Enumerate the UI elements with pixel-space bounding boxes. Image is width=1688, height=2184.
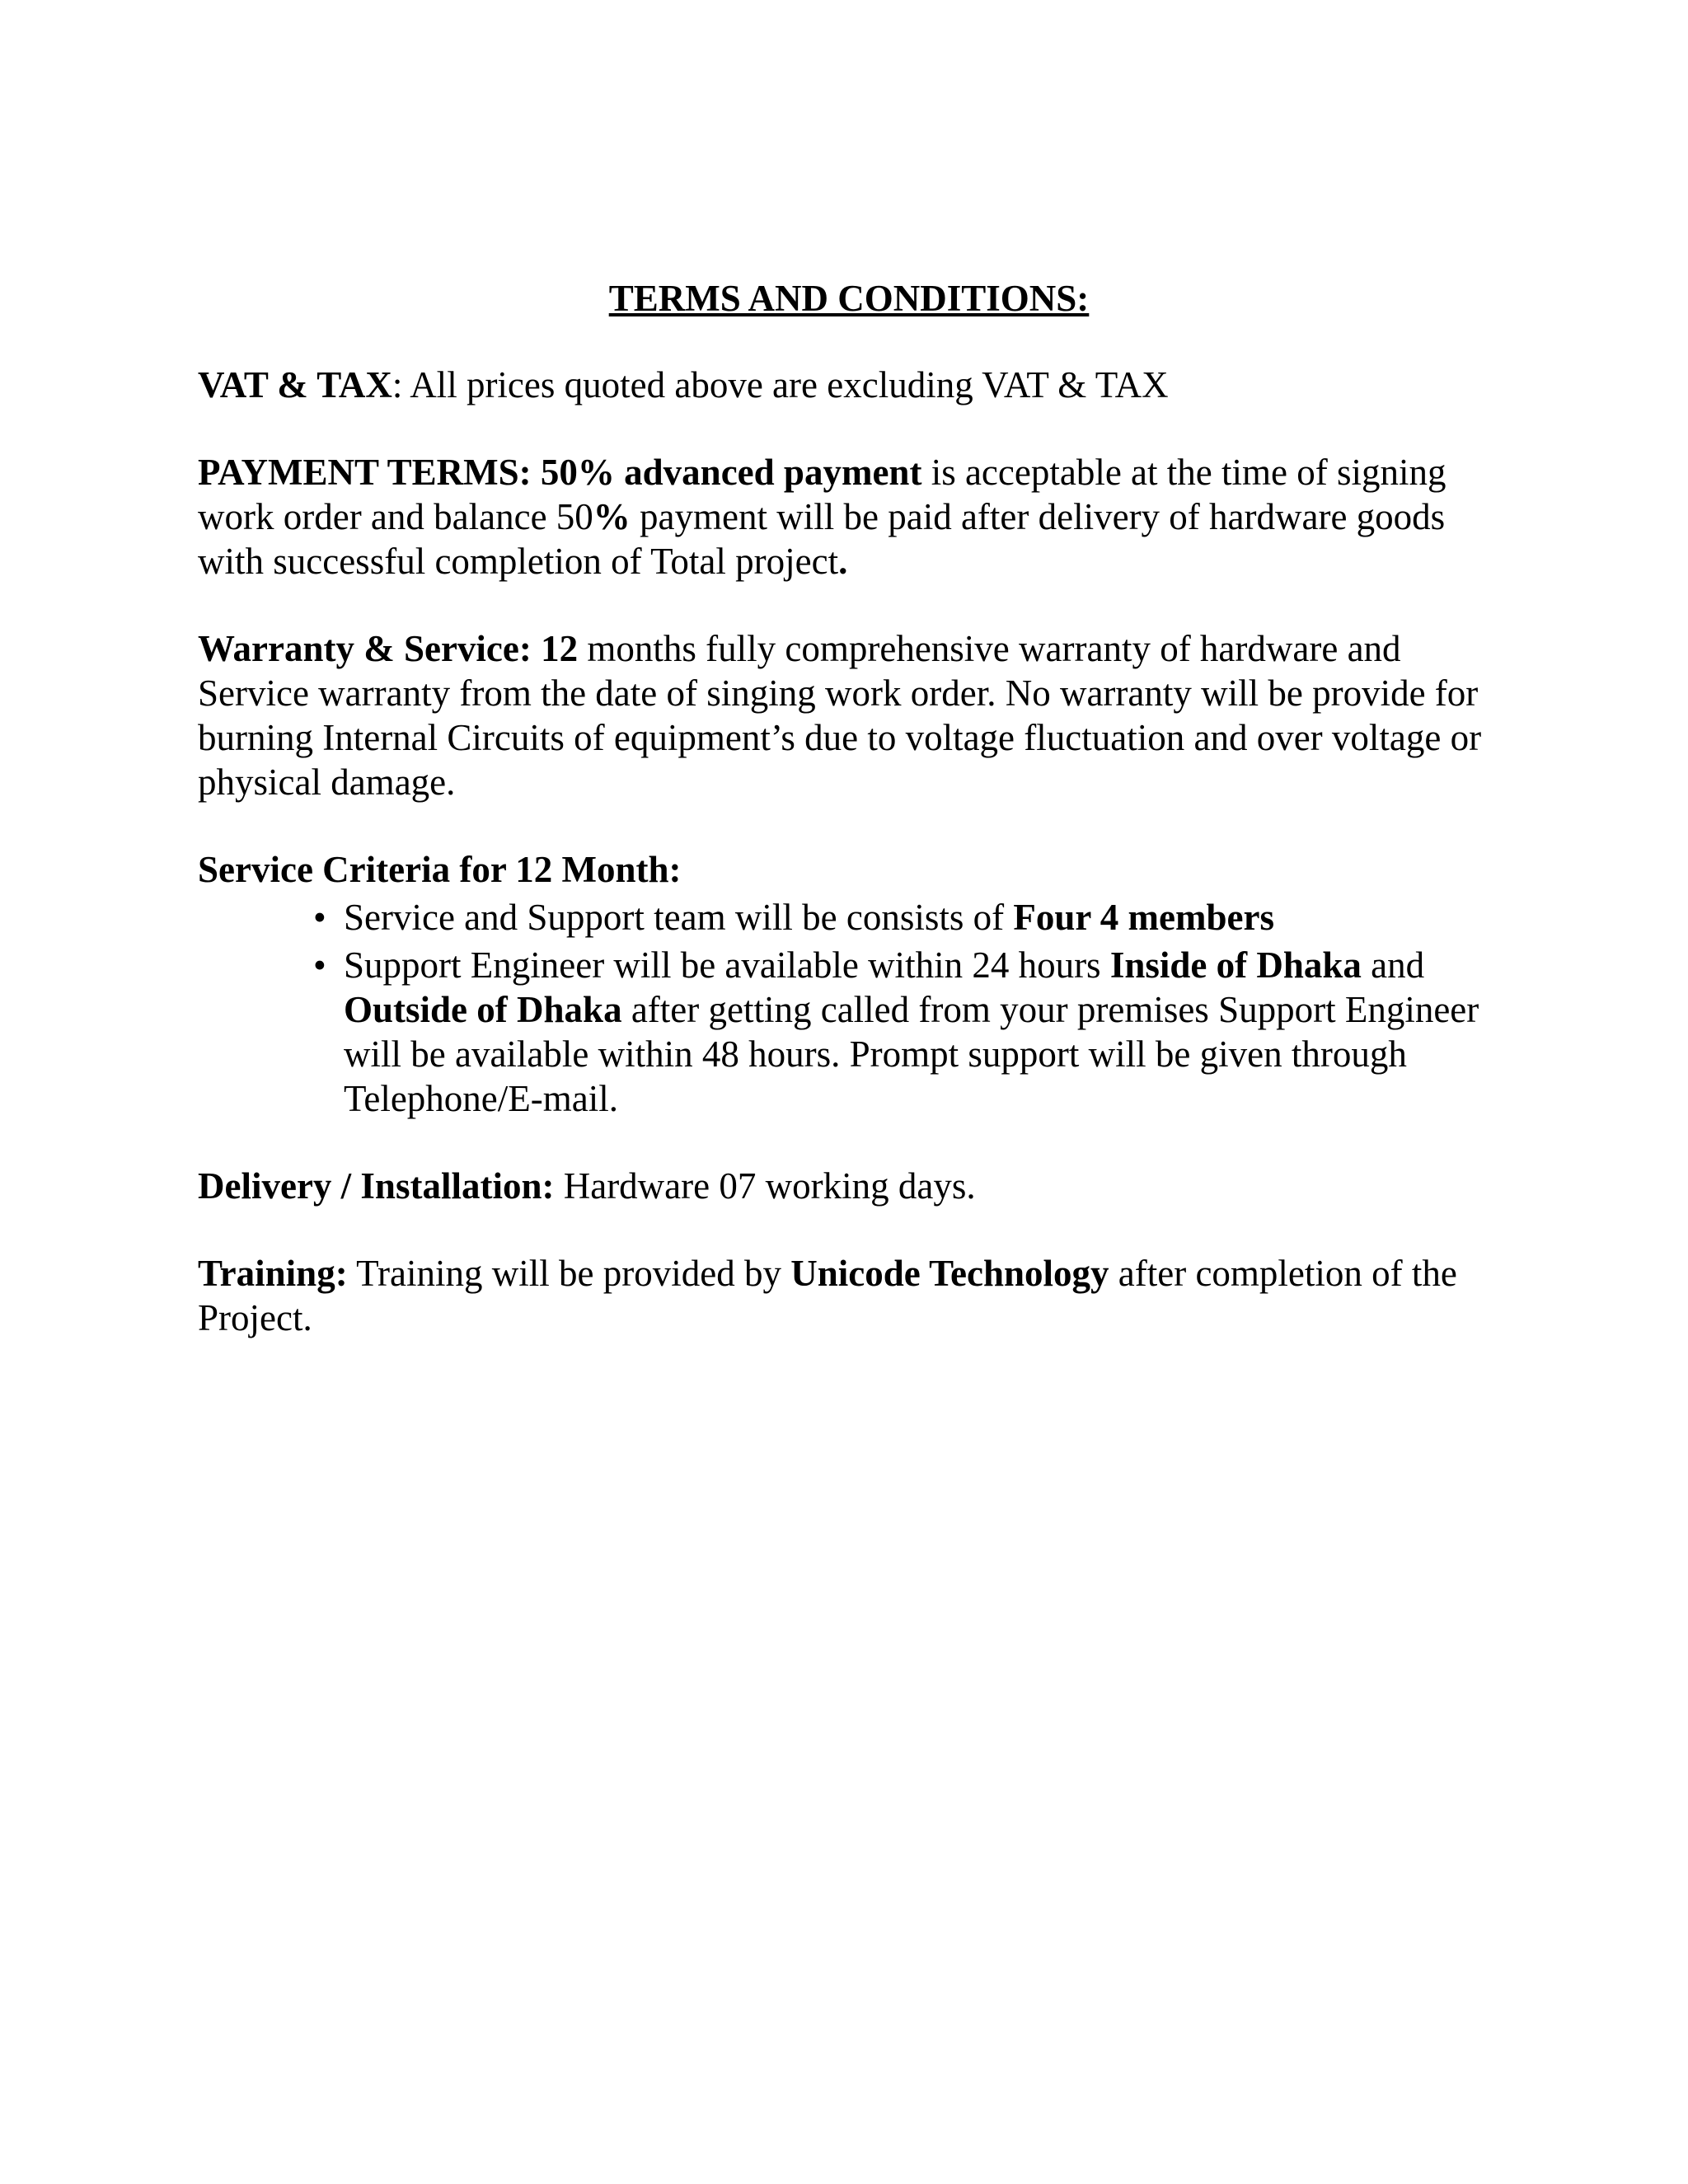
payment-terms-section <box>198 450 1500 583</box>
payment-terms-text-2: payment will be paid after delivery of hardware goods with successful completion of Total project <box>198 496 1446 582</box>
warranty-section <box>198 626 1500 804</box>
delivery-label: Delivery / Installation: <box>198 1165 555 1207</box>
vat-tax-section <box>198 363 1500 407</box>
training-section <box>198 1251 1500 1340</box>
training-label: Training: <box>198 1253 348 1294</box>
support-engineer-text-3: after getting called from your premises Support Engineer will be available within 48 hours. Prompt support will be given through Telephone/E-mail. <box>344 989 1479 1119</box>
warranty-label: Warranty & Service: 12 <box>198 628 579 669</box>
delivery-text: Hardware 07 working days. <box>554 1165 976 1207</box>
training-text-1: Training will be provided by <box>347 1253 791 1294</box>
payment-terms-end: . <box>838 541 848 582</box>
inside-dhaka: Inside of Dhaka <box>1109 944 1362 986</box>
service-criteria-list <box>198 895 1500 1121</box>
delivery-section <box>198 1164 1500 1208</box>
list-item <box>198 943 1500 1121</box>
bullet-icon: • <box>313 944 326 986</box>
payment-terms-label: PAYMENT TERMS: 50% advanced payment <box>198 452 922 493</box>
vat-tax-label: VAT & TAX <box>198 364 392 405</box>
list-item <box>198 895 1500 940</box>
support-engineer-text-1: Support Engineer will be available within 24 hours <box>344 944 1110 986</box>
support-engineer-text-2: and <box>1361 944 1425 986</box>
training-text-2: after completion of the Project. <box>198 1253 1457 1338</box>
payment-terms-percent: % <box>593 496 631 537</box>
vat-tax-separator: : <box>392 364 403 405</box>
bullet-icon: • <box>313 897 326 938</box>
service-team-members: Four 4 members <box>1013 897 1274 938</box>
document-body <box>198 276 1500 1383</box>
service-criteria-heading: Service Criteria for 12 Month: <box>198 849 682 890</box>
page-title: TERMS AND CONDITIONS: <box>608 278 1090 319</box>
outside-dhaka: Outside of Dhaka <box>344 989 622 1030</box>
training-provider: Unicode Technology <box>790 1253 1109 1294</box>
vat-tax-text: All prices quoted above are excluding VAT & TAX <box>402 364 1169 405</box>
payment-terms-text-1: is acceptable at the time of signing work order and balance 50 <box>198 452 1447 537</box>
warranty-text: months fully comprehensive warranty of hardware and Service warranty from the date of singing work order. No warranty will be provide for burning Internal Circuits of equipment’s due to voltage fluctuation and over voltage or physical damage. <box>198 628 1482 803</box>
service-team-text: Service and Support team will be consists of <box>344 897 1014 938</box>
